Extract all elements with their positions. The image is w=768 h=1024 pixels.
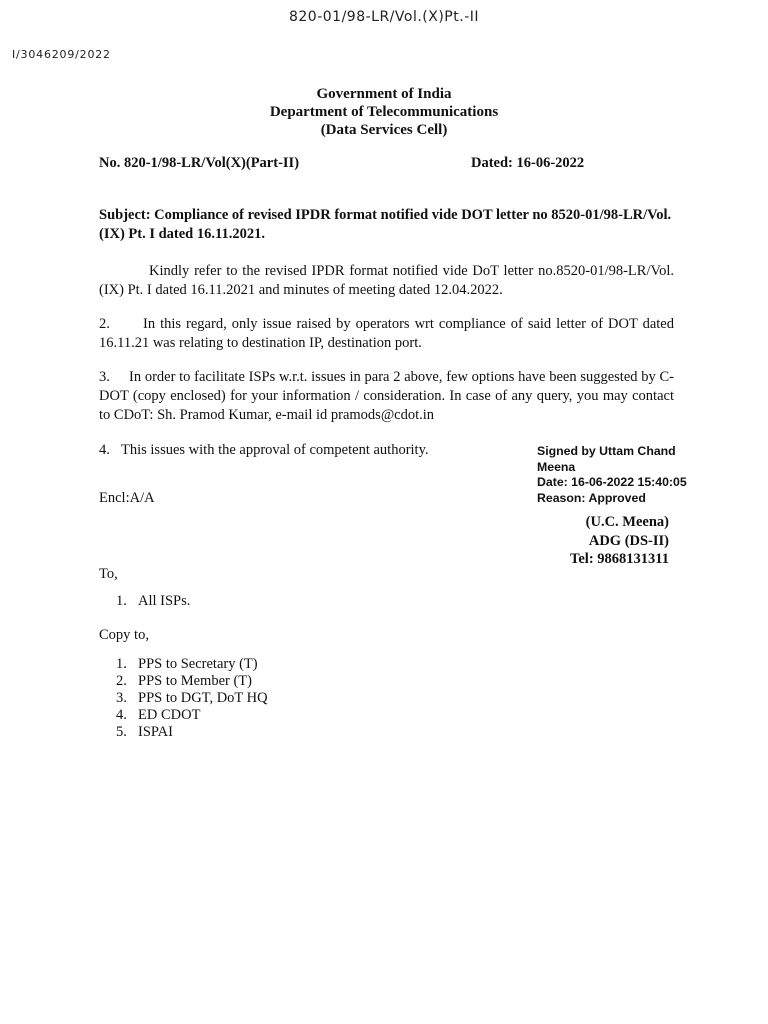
list-item (116, 673, 268, 690)
signatory-block (570, 513, 669, 569)
signatory-phone: Tel: 9868131311 (570, 551, 669, 567)
document-id: I/3046209/2022 (12, 48, 111, 61)
list-item-number: 3. (116, 690, 127, 706)
to-label: To, (99, 566, 118, 582)
signatory-designation: ADG (DS-II) (588, 532, 669, 549)
signature-signed-by-cont: Meena (537, 459, 576, 474)
letter-date: Dated: 16-06-2022 (471, 155, 585, 171)
list-item-text: All ISPs. (138, 593, 191, 609)
list-item-number: 1. (116, 593, 127, 609)
paragraph-4 (99, 442, 429, 459)
paragraph-2 (99, 315, 674, 353)
list-item-text: ISPAI (138, 724, 173, 740)
letterhead-department: Department of Telecommunications (269, 104, 499, 120)
letterhead (0, 85, 768, 139)
letterhead-cell: (Data Services Cell) (320, 122, 448, 138)
list-item-text: ED CDOT (138, 707, 201, 723)
enclosure: Encl:A/A (99, 490, 155, 506)
list-item (116, 707, 268, 724)
signature-reason: Reason: Approved (537, 490, 646, 505)
list-item (116, 593, 190, 610)
list-item-number: 1. (116, 656, 127, 672)
list-item-text: PPS to Member (T) (138, 673, 252, 689)
list-item (116, 656, 268, 673)
signature-signed-by: Signed by Uttam Chand (537, 444, 676, 458)
copy-to-label: Copy to, (99, 627, 149, 643)
paragraph-2-text: In this regard, only issue raised by operators wrt compliance of said letter of DOT dated 16.11.21 was relating to destination IP, destination port. (99, 316, 674, 351)
copy-to-list (116, 656, 268, 741)
paragraph-4-text: This issues with the approval of competent authority. (121, 442, 429, 458)
paragraph-3 (99, 368, 674, 425)
letterhead-government: Government of India (316, 86, 452, 102)
digital-signature (537, 444, 687, 506)
list-item-number: 5. (116, 724, 127, 740)
paragraph-1: Kindly refer to the revised IPDR format notified vide DoT letter no.8520-01/98-LR/Vol.(IX) Pt. I dated 16.11.2021 and minutes of meeting dated 12.04.2022. (99, 263, 674, 298)
paragraph-3-number: 3. (99, 369, 110, 385)
to-list (116, 593, 190, 610)
reference-number: No. 820-1/98-LR/Vol(X)(Part-II) (99, 155, 300, 171)
list-item (116, 724, 268, 741)
paragraph-4-number: 4. (99, 442, 110, 458)
file-reference: 820-01/98-LR/Vol.(X)Pt.-II (288, 9, 480, 25)
list-item-text: PPS to DGT, DoT HQ (138, 690, 268, 706)
paragraph-2-number: 2. (99, 316, 110, 332)
list-item-number: 2. (116, 673, 127, 689)
signature-date: Date: 16-06-2022 15:40:05 (537, 475, 687, 490)
paragraph-3-text: In order to facilitate ISPs w.r.t. issues in para 2 above, few options have been suggested by C-DOT (copy enclosed) for your information / consideration. In case of any query, you may contact to CDoT: Sh. Pramod Kumar, e-mail id pramods@cdot.in (99, 369, 674, 423)
list-item-text: PPS to Secretary (T) (138, 656, 258, 672)
signatory-name: (U.C. Meena) (585, 514, 669, 530)
list-item-number: 4. (116, 707, 127, 723)
subject-line: Subject: Compliance of revised IPDR format notified vide DOT letter no 8520-01/98-LR/Vol.(IX) Pt. I dated 16.11.2021. (99, 207, 672, 242)
list-item (116, 690, 268, 707)
